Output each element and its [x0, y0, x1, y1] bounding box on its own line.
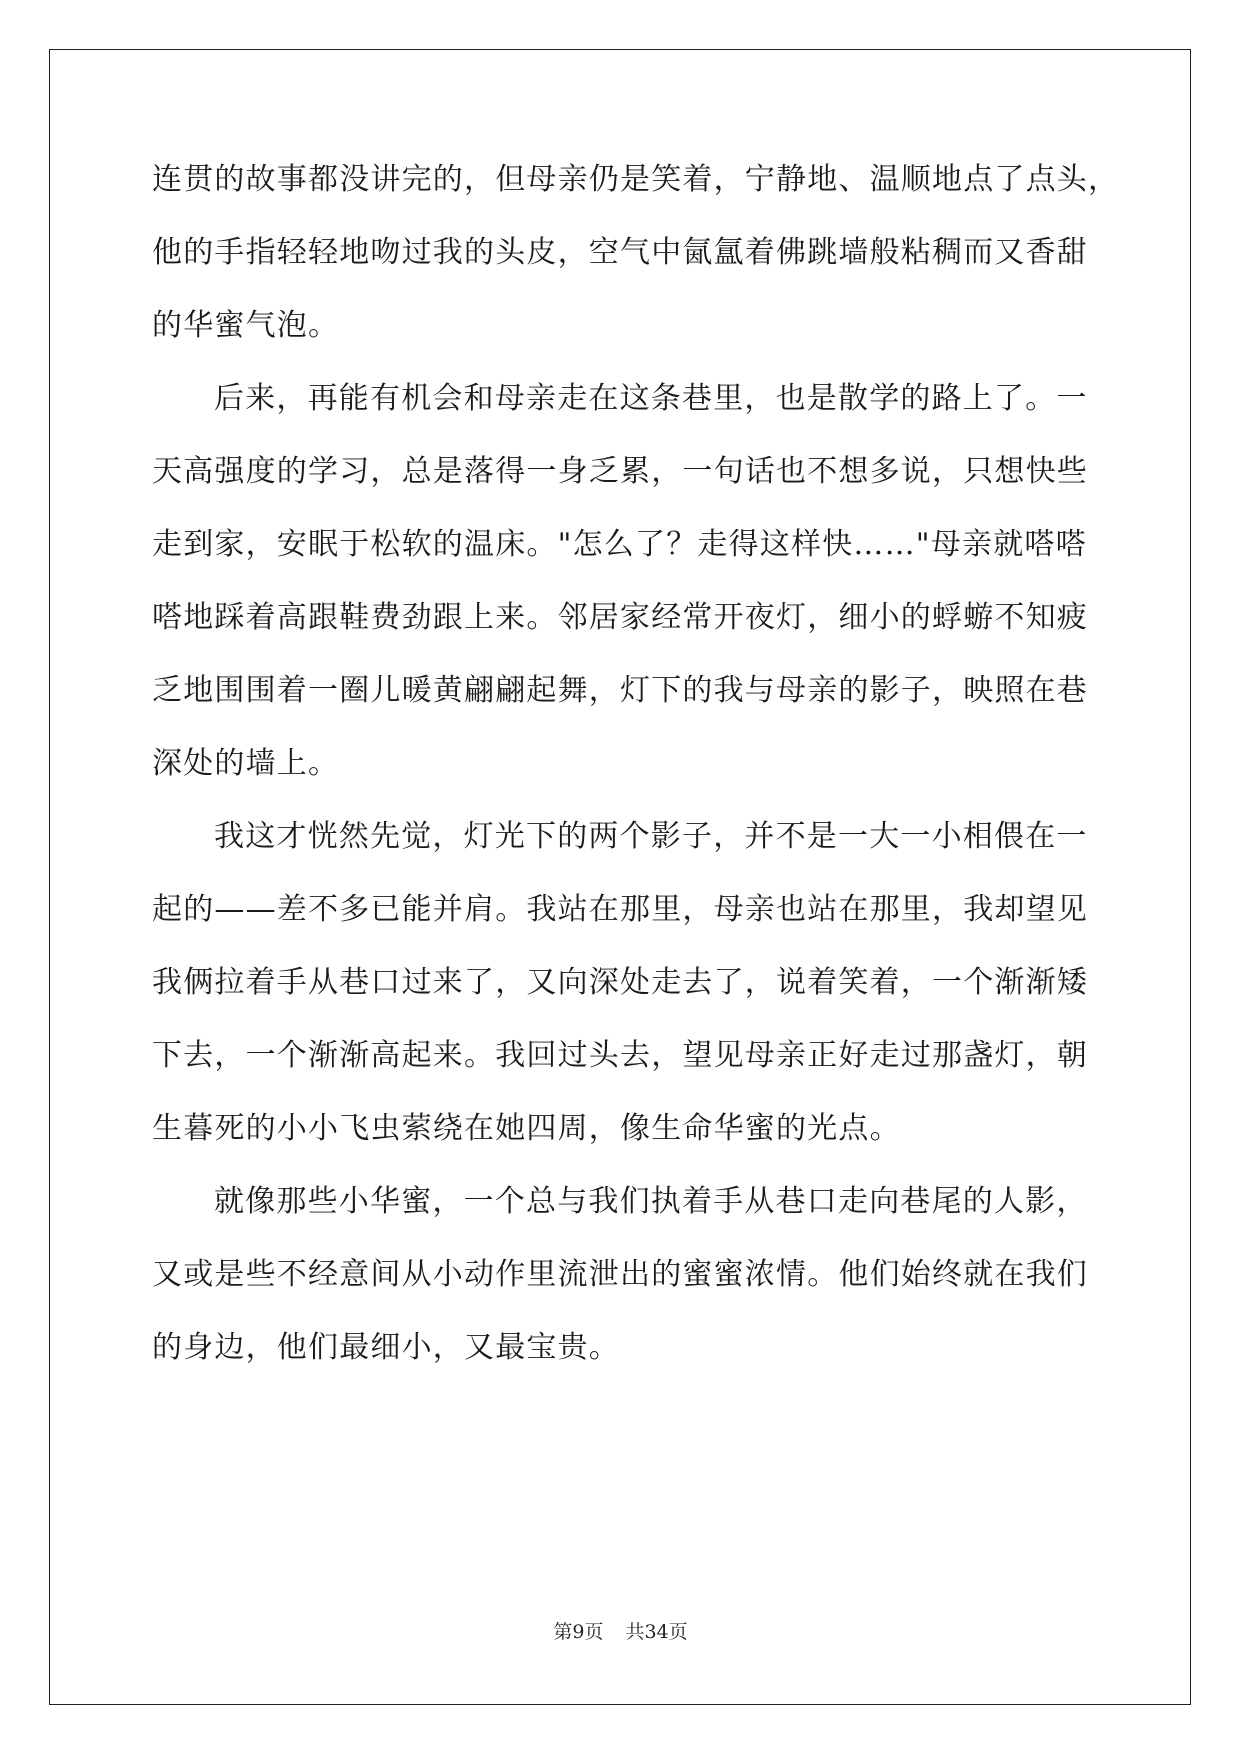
text-line: 天高强度的学习，总是落得一身乏累，一句话也不想多说，只想快些	[152, 454, 1088, 489]
page-total: 共34页	[625, 1621, 688, 1643]
text-line: 连贯的故事都没讲完的，但母亲仍是笑着，宁静地、温顺地点了点头，	[152, 162, 1120, 197]
page-footer	[0, 1617, 1241, 1644]
text-line: 又或是些不经意间从小动作里流泄出的蜜蜜浓情。他们始终就在我们	[152, 1257, 1088, 1292]
text-line: 他的手指轻轻地吻过我的头皮，空气中氤氲着佛跳墙般粘稠而又香甜	[152, 235, 1088, 270]
text-line: 的华蜜气泡。	[152, 308, 340, 343]
text-line: 的身边，他们最细小，又最宝贵。	[152, 1330, 620, 1365]
page-border	[49, 49, 1191, 1705]
text-line: 生暮死的小小飞虫萦绕在她四周，像生命华蜜的光点。	[152, 1111, 901, 1146]
text-line: 下去，一个渐渐高起来。我回过头去，望见母亲正好走过那盏灯，朝	[152, 1038, 1088, 1073]
page-number: 第9页	[553, 1621, 604, 1643]
text-line: 走到家，安眠于松软的温床。"怎么了？走得这样快……"母亲就嗒嗒	[152, 527, 1087, 562]
paragraph-start-line: 我这才恍然先觉，灯光下的两个影子，并不是一大一小相偎在一	[214, 819, 1088, 854]
text-line: 起的——差不多已能并肩。我站在那里，母亲也站在那里，我却望见	[152, 892, 1088, 927]
text-line: 嗒地踩着高跟鞋费劲跟上来。邻居家经常开夜灯，细小的蜉蝣不知疲	[152, 600, 1088, 635]
text-line: 乏地围围着一圈儿暖黄翩翩起舞，灯下的我与母亲的影子，映照在巷	[152, 673, 1088, 708]
paragraph-start-line: 后来，再能有机会和母亲走在这条巷里，也是散学的路上了。一	[214, 381, 1088, 416]
text-line: 我俩拉着手从巷口过来了，又向深处走去了，说着笑着，一个渐渐矮	[152, 965, 1088, 1000]
paragraph-start-line: 就像那些小华蜜，一个总与我们执着手从巷口走向巷尾的人影，	[214, 1184, 1088, 1219]
text-line: 深处的墙上。	[152, 746, 340, 781]
